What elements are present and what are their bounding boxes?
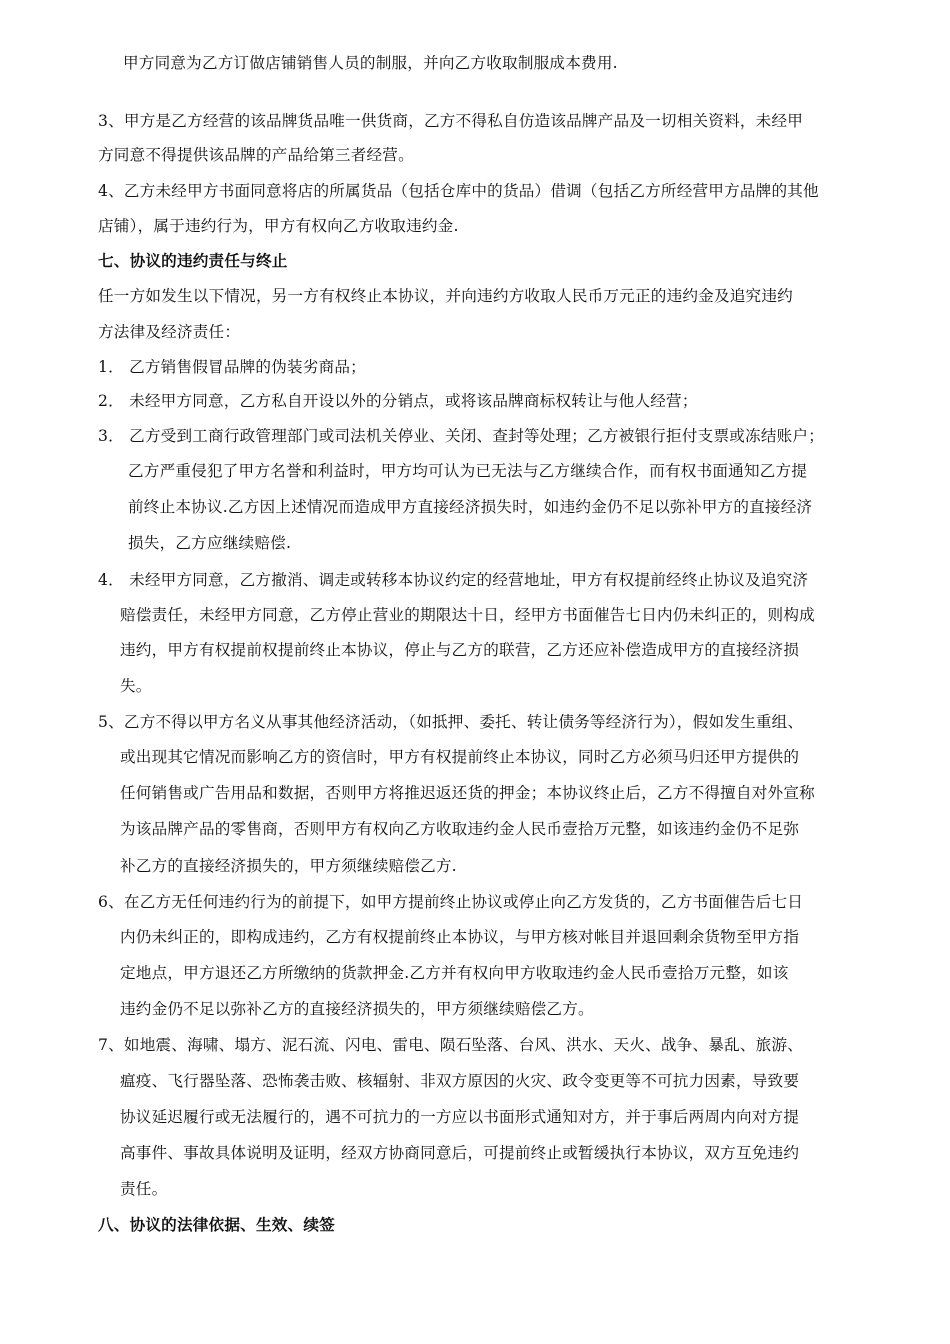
body-line: 赔偿责任，未经甲方同意，乙方停止营业的期限达十日，经甲方书面催告七日内仍未纠正的，则构成: [120, 606, 815, 624]
body-line: 违约，甲方有权提前权提前终止本协议，停止与乙方的联营，乙方还应补偿造成甲方的直接经济损: [120, 641, 800, 659]
body-line: 协议延迟履行或无法履行的，遇不可抗力的一方应以书面形式通知对方，并于事后两周内向对方提: [120, 1108, 800, 1126]
body-line: 内仍未纠正的，即构成违约，乙方有权提前终止本协议，与甲方核对帐目并退回剩余货物至甲方指: [120, 928, 800, 946]
section-heading-8: 八、协议的法律依据、生效、续签: [98, 1215, 335, 1234]
body-line: 违约金仍不足以弥补乙方的直接经济损失的，甲方须继续赔偿乙方。: [120, 1000, 594, 1018]
list-item-4: 4． 未经甲方同意，乙方撤消、调走或转移本协议约定的经营地址，甲方有权提前经终止协议及追究济: [98, 571, 809, 589]
clause-5: 5、乙方不得以甲方名义从事其他经济活动，（如抵押、委托、转让债务等经济行为），假如发生重组、: [98, 713, 804, 731]
clause-4: 4、乙方未经甲方书面同意将店的所属货品（包括仓库中的货品）借调（包括乙方所经营甲方品牌的其他: [98, 182, 819, 200]
body-line: 为该品牌产品的零售商，否则甲方有权向乙方收取违约金人民币壹拾万元整，如该违约金仍不足弥: [120, 820, 800, 838]
clause-3: 3、甲方是乙方经营的该品牌货品唯一供货商，乙方不得私自仿造该品牌产品及一切相关资料，未经甲: [98, 112, 804, 130]
body-line: 失。: [120, 677, 152, 695]
body-line: 高事件、事故具体说明及证明，经双方协商同意后，可提前终止或暂缓执行本协议，双方互免违约: [120, 1144, 800, 1162]
list-item-1: 1． 乙方销售假冒品牌的伪装劣商品；: [98, 358, 366, 376]
list-item-3: 3． 乙方受到工商行政管理部门或司法机关停业、关闭、查封等处理；乙方被银行拒付支票或冻结账户；: [98, 427, 824, 445]
body-line: 任一方如发生以下情况，另一方有权终止本协议，并向违约方收取人民币万元正的违约金及追究违约: [98, 287, 793, 305]
body-line: 责任。: [120, 1180, 168, 1198]
body-line: 或出现其它情况而影响乙方的资信时，甲方有权提前终止本协议，同时乙方必须马归还甲方提供的: [120, 748, 800, 766]
body-line: 店铺），属于违约行为，甲方有权向乙方收取违约金.: [98, 217, 459, 235]
body-line: 甲方同意为乙方订做店铺销售人员的制服，并向乙方收取制服成本费用.: [123, 54, 618, 72]
body-line: 方同意不得提供该品牌的产品给第三者经营。: [98, 146, 414, 164]
body-line: 损失，乙方应继续赔偿.: [128, 534, 292, 552]
clause-7: 7、如地震、海啸、塌方、泥石流、闪电、雷电、陨石坠落、台风、洪水、天火、战争、暴乱、旅游、: [98, 1036, 804, 1054]
body-line: 前终止本协议.乙方因上述情况而造成甲方直接经济损失时，如违约金仍不足以弥补甲方的直接经济: [128, 498, 813, 516]
clause-6: 6、在乙方无任何违约行为的前提下，如甲方提前终止协议或停止向乙方发货的，乙方书面催告后七日: [98, 893, 804, 911]
body-line: 定地点，甲方退还乙方所缴纳的货款押金.乙方并有权向甲方收取违约金人民币壹拾万元整，如该: [120, 964, 789, 982]
body-line: 瘟疫、飞行器坠落、恐怖袭击败、核辐射、非双方原因的火灾、政令变更等不可抗力因素，导致要: [120, 1072, 800, 1090]
list-item-2: 2． 未经甲方同意，乙方私自开设以外的分销点，或将该品牌商标权转让与他人经营；: [98, 392, 698, 410]
body-line: 补乙方的直接经济损失的，甲方须继续赔偿乙方.: [120, 857, 457, 875]
body-line: 任何销售或广告用品和数据，否则甲方将推迟返还货的押金；本协议终止后，乙方不得擅自对外宣称: [120, 784, 815, 802]
body-line: 方法律及经济责任：: [98, 323, 241, 341]
body-line: 乙方严重侵犯了甲方名誉和利益时，甲方均可认为已无法与乙方继续合作，而有权书面通知乙方提: [128, 462, 808, 480]
section-heading-7: 七、协议的违约责任与终止: [98, 251, 288, 270]
